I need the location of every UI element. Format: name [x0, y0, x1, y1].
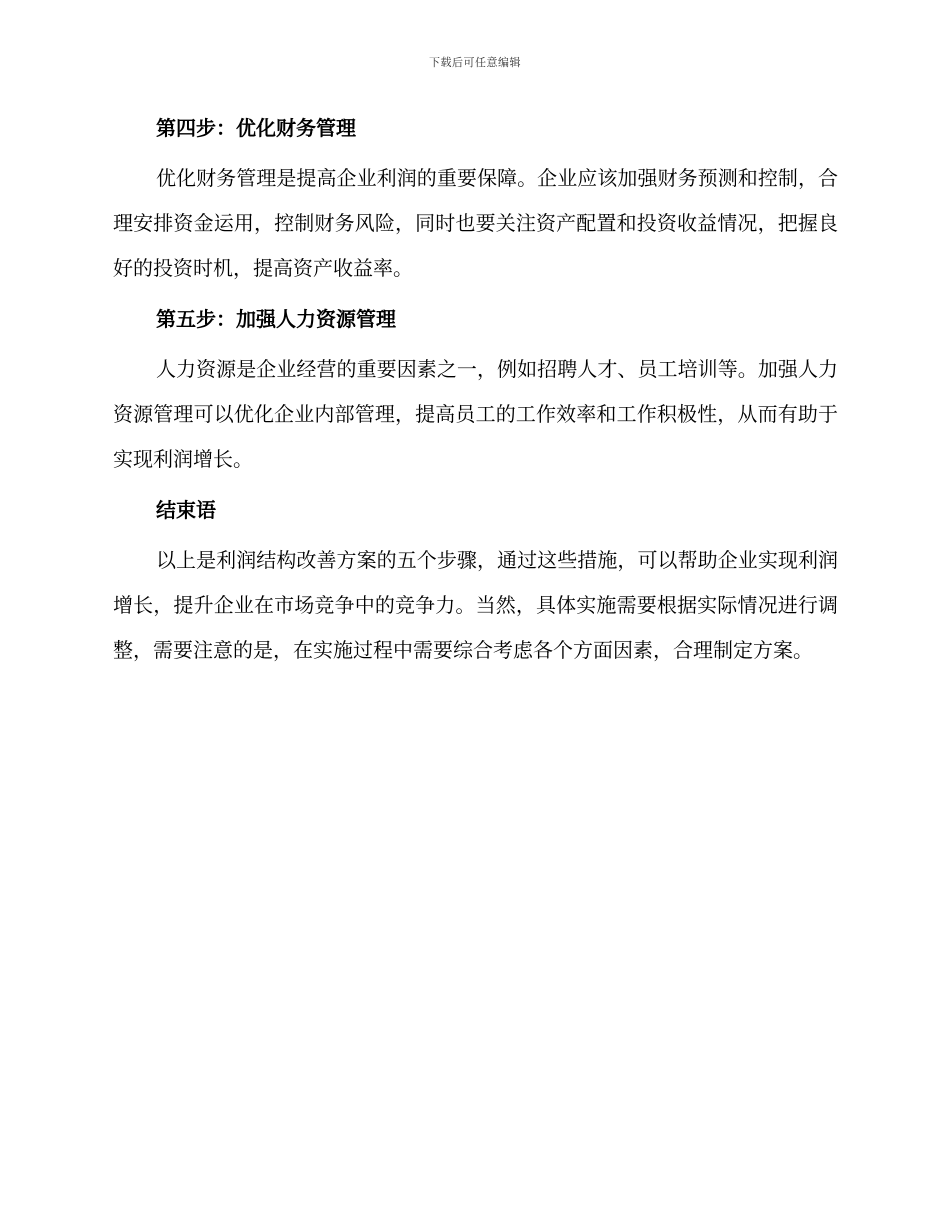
- section-conclusion: [113, 495, 838, 673]
- document-content: [113, 113, 838, 673]
- header-note: 下载后可任意编辑: [429, 56, 521, 69]
- section-heading: 第五步：加强人力资源管理: [156, 307, 396, 331]
- section-heading: 第四步：优化财务管理: [156, 116, 356, 140]
- section-human-resources: [113, 304, 838, 482]
- section-optimize-finance: [113, 113, 838, 291]
- section-paragraph: 以上是利润结构改善方案的五个步骤，通过这些措施，可以帮助企业实现利润增长，提升企业在市场竞争中的竞争力。当然，具体实施需要根据实际情况进行调整，需要注意的是，在实施过程中需要综合考虑各个方面因素，合理制定方案。: [113, 548, 838, 662]
- section-heading: 结束语: [156, 498, 216, 522]
- section-paragraph: 优化财务管理是提高企业利润的重要保障。企业应该加强财务预测和控制，合理安排资金运用，控制财务风险，同时也要关注资产配置和投资收益情况，把握良好的投资时机，提高资产收益率。: [113, 166, 838, 280]
- section-paragraph: 人力资源是企业经营的重要因素之一，例如招聘人才、员工培训等。加强人力资源管理可以优化企业内部管理，提高员工的工作效率和工作积极性，从而有助于实现利润增长。: [113, 357, 838, 471]
